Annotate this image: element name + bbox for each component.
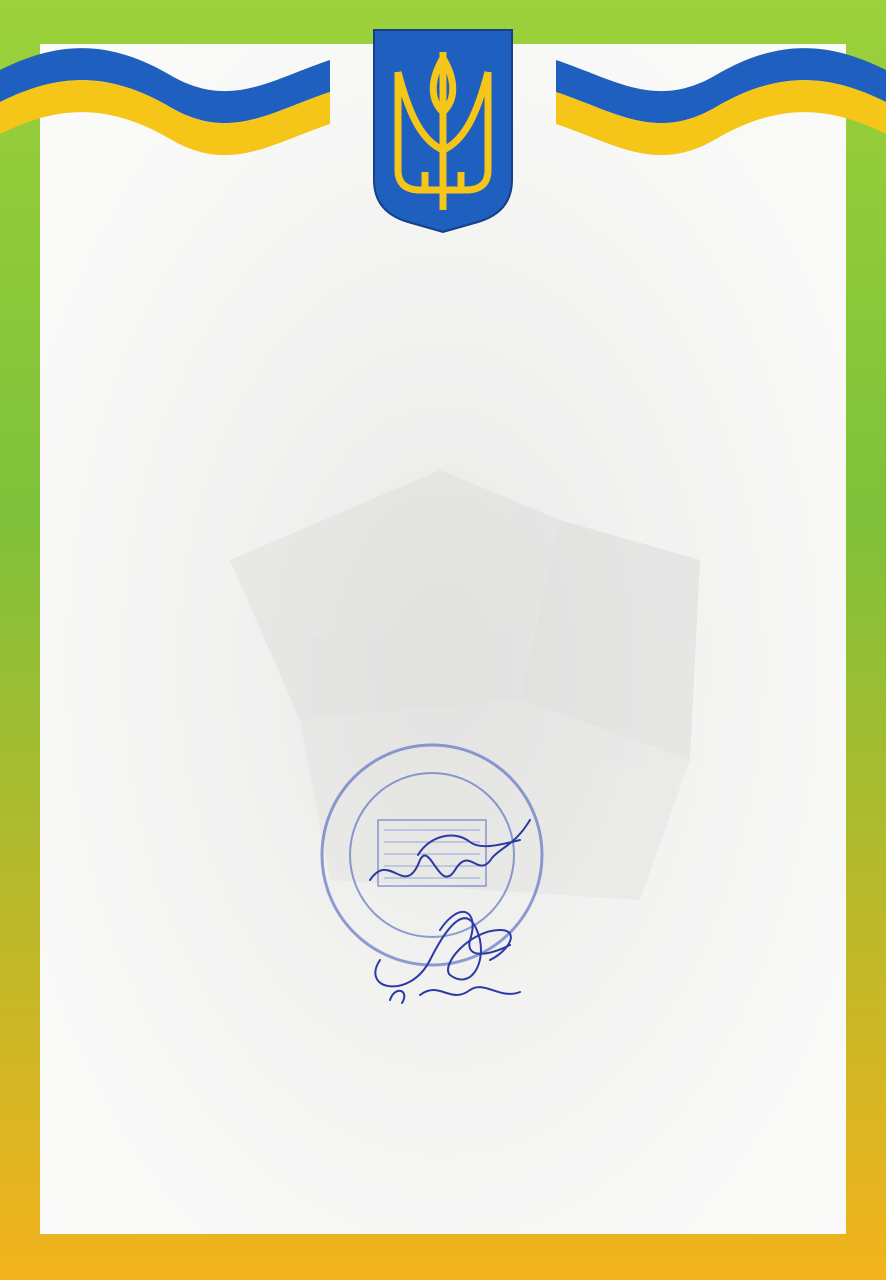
ukraine-coat-of-arms-icon [374, 30, 512, 232]
